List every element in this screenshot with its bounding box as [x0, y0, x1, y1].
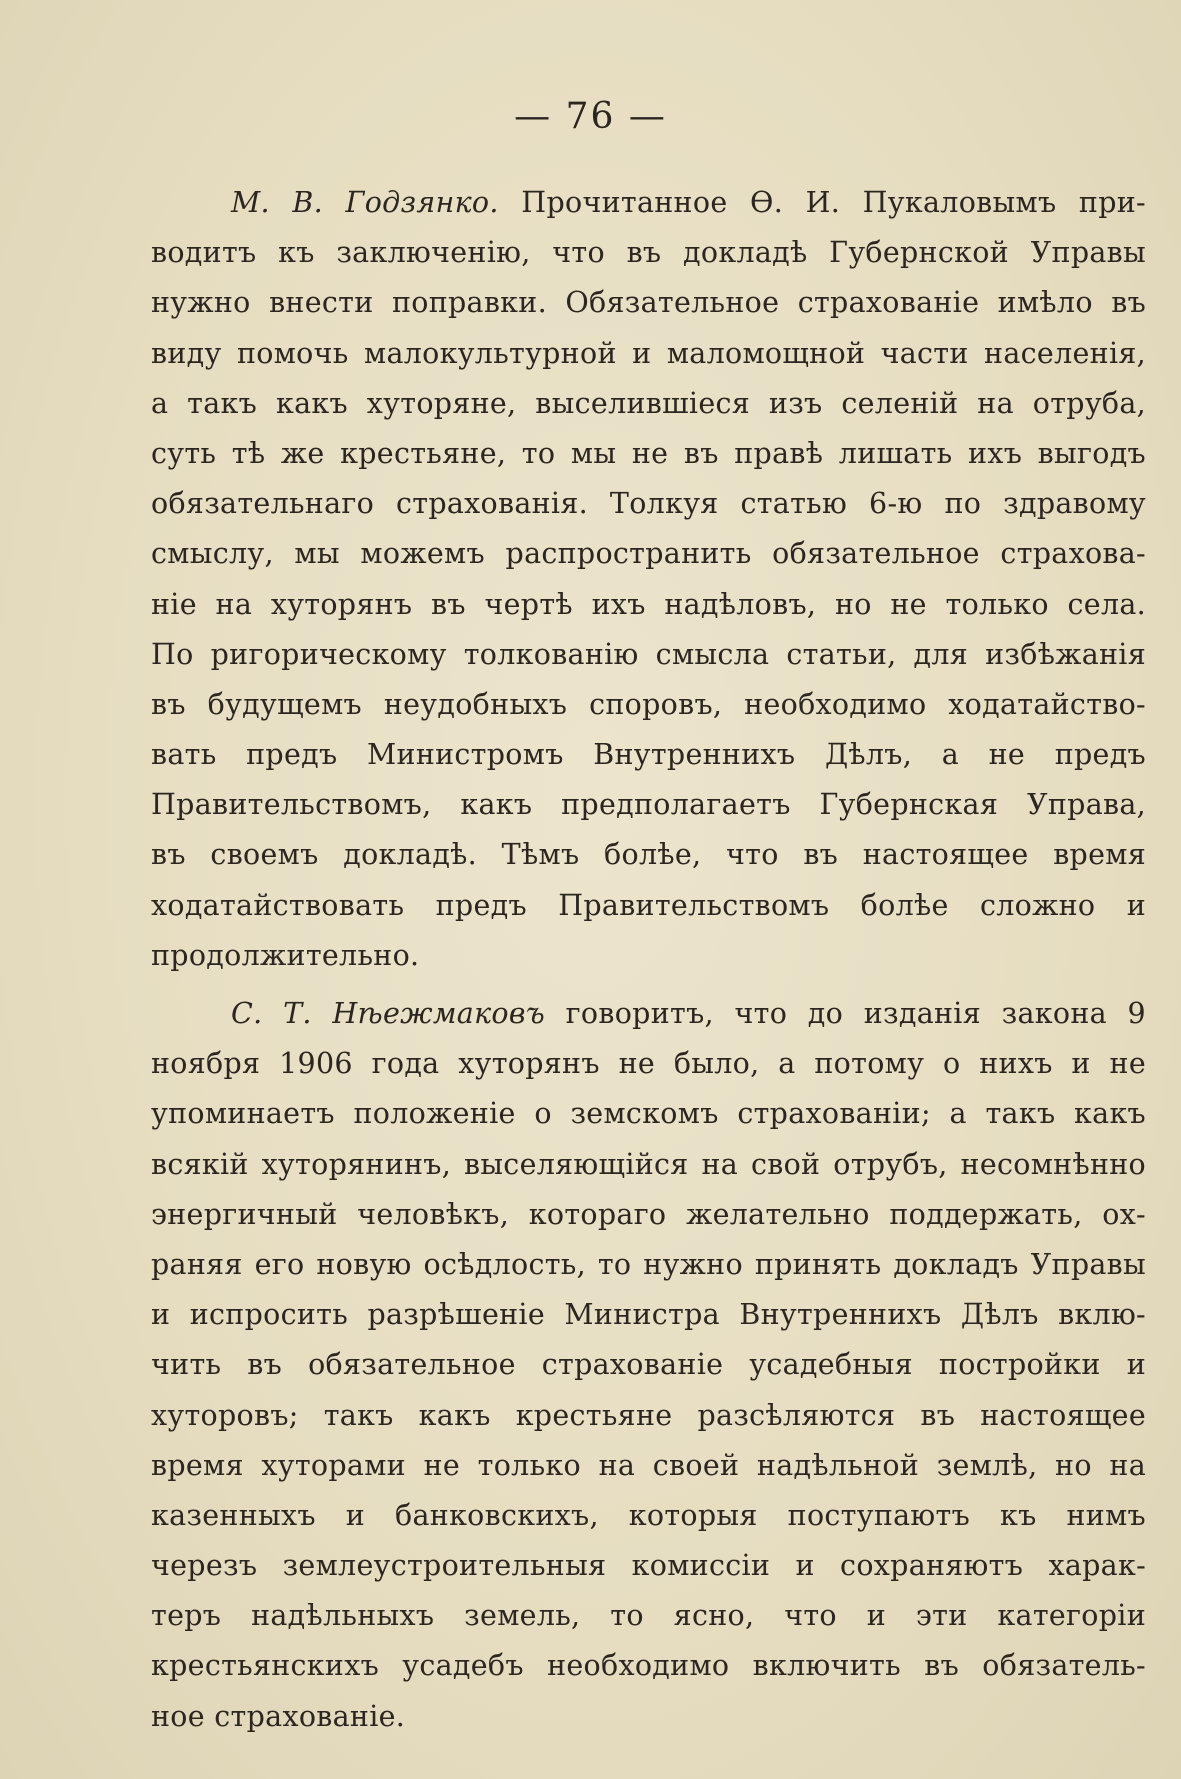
text-line: черезъ землеустроительныя комиссіи и сохраняютъ харак-: [151, 1549, 1146, 1583]
text-line: вать предъ Министромъ Внутреннихъ Дѣлъ, а не предъ: [151, 738, 1146, 772]
text-line: ное страхованіе.: [151, 1699, 406, 1733]
text-line: казенныхъ и банковскихъ, которыя поступаютъ къ нимъ: [151, 1498, 1146, 1532]
text-line: хуторовъ; такъ какъ крестьяне разсѣляются въ настоящее: [151, 1398, 1146, 1432]
text-line: упоминаетъ положеніе о земскомъ страхованіи; а такъ какъ: [151, 1097, 1146, 1131]
first-line-text: Прочитанное Ѳ. И. Пукаловымъ при-: [498, 186, 1146, 219]
text-line: теръ надѣльныхъ земель, то ясно, что и эти категоріи: [151, 1599, 1146, 1633]
text-line: нужно внести поправки. Обязательное страхованіе имѣло въ: [151, 286, 1146, 320]
text-line: время хуторами не только на своей надѣльной землѣ, но на: [151, 1448, 1146, 1482]
text-line: По ригорическому толкованію смысла статьи, для избѣжанія: [151, 637, 1146, 671]
text-line: всякій хуторянинъ, выселяющійся на свой отрубъ, несомнѣнно: [151, 1147, 1146, 1181]
text-line: суть тѣ же крестьяне, то мы не въ правѣ лишать ихъ выгодъ: [151, 436, 1146, 470]
body-text: [151, 178, 1146, 1742]
paragraph-first-line: [151, 989, 1146, 1039]
page-number: — 76 —: [514, 96, 667, 137]
speaker-name: С. Т. Нѣежмаковъ: [231, 997, 546, 1030]
text-line: и испросить разрѣшеніе Министра Внутреннихъ Дѣлъ вклю-: [151, 1298, 1146, 1332]
text-line: чить въ обязательное страхованіе усадебныя постройки и: [151, 1348, 1146, 1382]
text-line: водитъ къ заключенію, что въ докладѣ Губернской Управы: [151, 236, 1146, 270]
text-line: раняя его новую осѣдлость, то нужно принять докладъ Управы: [151, 1247, 1146, 1281]
text-line: въ своемъ докладѣ. Тѣмъ болѣе, что въ настоящее время: [151, 838, 1146, 872]
first-line-text: говоритъ, что до изданія закона 9: [545, 997, 1146, 1030]
speaker-name: М. В. Годзянко.: [231, 186, 499, 219]
text-line: ходатайствовать предъ Правительствомъ болѣе сложно и: [151, 888, 1146, 922]
paragraph-first-line: [151, 178, 1146, 228]
text-line: ніе на хуторянъ въ чертѣ ихъ надѣловъ, но не только села.: [151, 587, 1146, 621]
text-line: продолжительно.: [151, 938, 420, 972]
text-line: обязательнаго страхованія. Толкуя статью 6-ю по здравому: [151, 487, 1146, 521]
paragraph-nezhmakov: [151, 989, 1146, 1742]
text-line: смыслу, мы можемъ распространить обязательное страхова-: [151, 537, 1146, 571]
text-line: крестьянскихъ усадебъ необходимо включить въ обязатель-: [151, 1649, 1146, 1683]
text-line: энергичный человѣкъ, котораго желательно поддержать, ох-: [151, 1197, 1146, 1231]
text-line: а такъ какъ хуторяне, выселившіеся изъ селеній на отруба,: [151, 386, 1146, 420]
text-line: въ будущемъ неудобныхъ споровъ, необходимо ходатайство-: [151, 687, 1146, 721]
text-line: Правительствомъ, какъ предполагаетъ Губернская Управа,: [151, 788, 1146, 822]
paragraph-godzyanko: [151, 178, 1146, 981]
text-line: виду помочь малокультурной и маломощной части населенія,: [151, 336, 1146, 370]
text-line: ноября 1906 года хуторянъ не было, а потому о нихъ и не: [151, 1047, 1146, 1081]
